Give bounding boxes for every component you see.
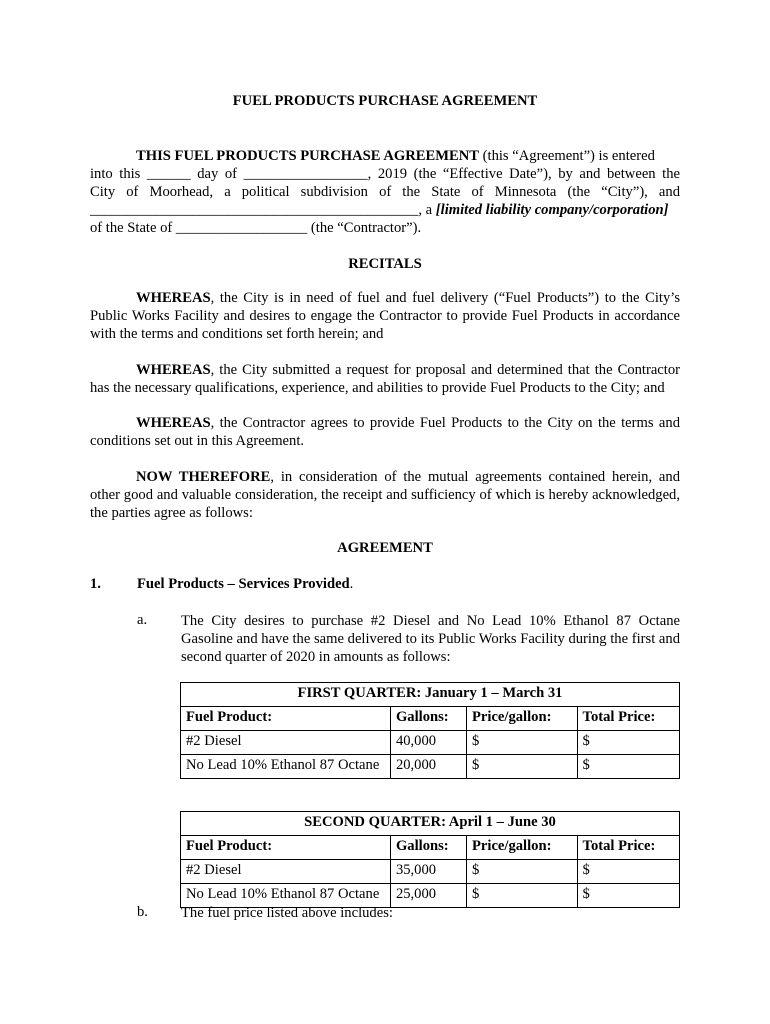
recital-1 xyxy=(90,289,680,343)
cell-product: #2 Diesel xyxy=(181,860,391,884)
cell-price: $ xyxy=(467,755,578,779)
whereas-label: WHEREAS xyxy=(136,415,211,431)
table-row xyxy=(181,755,680,779)
agreement-heading: AGREEMENT xyxy=(337,540,433,556)
header-gallons: Gallons: xyxy=(390,707,466,731)
cell-gallons: 20,000 xyxy=(390,755,466,779)
header-fuel-product: Fuel Product: xyxy=(181,707,391,731)
table-row xyxy=(181,731,680,755)
header-gallons: Gallons: xyxy=(390,836,466,860)
intro-line-4 xyxy=(90,201,680,219)
cell-price: $ xyxy=(467,860,578,884)
whereas-label: WHEREAS xyxy=(136,290,211,306)
now-therefore-text: , in consideration of the mutual agreements contained herein, and other good and valuable consideration, the receipt and sufficiency of which is hereby acknowledged, the parties agree as follows: xyxy=(90,469,680,521)
item-a-text: The City desires to purchase #2 Diesel and No Lead 10% Ethanol 87 Octane Gasoline and have the same delivered to its Public Works Facility during the first and second quarter of 2020 in amounts as follows: xyxy=(181,613,680,665)
cell-gallons: 35,000 xyxy=(390,860,466,884)
intro-paragraph xyxy=(90,147,680,237)
intro-lead: THIS FUEL PRODUCTS PURCHASE AGREEMENT xyxy=(136,148,480,164)
cell-product: No Lead 10% Ethanol 87 Octane xyxy=(181,755,391,779)
second-quarter-caption: SECOND QUARTER: April 1 – June 30 xyxy=(181,812,680,836)
item-a-letter: a. xyxy=(137,612,148,628)
cell-total: $ xyxy=(577,860,679,884)
intro-line-1 xyxy=(90,147,680,165)
section-1-number: 1. xyxy=(90,576,101,592)
header-total: Total Price: xyxy=(577,836,679,860)
header-fuel-product: Fuel Product: xyxy=(181,836,391,860)
first-quarter-caption: FIRST QUARTER: January 1 – March 31 xyxy=(181,683,680,707)
header-price: Price/gallon: xyxy=(467,707,578,731)
intro-line-3: City of Moorhead, a political subdivision of the State of Minnesota (the “City”), and xyxy=(90,184,680,200)
cell-total: $ xyxy=(577,731,679,755)
table-row xyxy=(181,860,680,884)
item-b-letter: b. xyxy=(137,904,148,920)
cell-gallons: 40,000 xyxy=(390,731,466,755)
table-header-row xyxy=(181,836,680,860)
header-total: Total Price: xyxy=(577,707,679,731)
intro-line-1-rest: (this “Agreement”) is entered xyxy=(479,148,655,164)
section-1-title-text: Fuel Products – Services Provided xyxy=(137,576,350,592)
header-price: Price/gallon: xyxy=(467,836,578,860)
recitals-heading: RECITALS xyxy=(348,256,422,272)
cell-gallons: 25,000 xyxy=(390,884,466,908)
cell-total: $ xyxy=(577,755,679,779)
recital-3 xyxy=(90,414,680,450)
entity-type: [limited liability company/corporation] xyxy=(435,202,669,218)
contractor-name-blank: _____________________________________________, a xyxy=(90,202,436,218)
recital-2 xyxy=(90,361,680,397)
cell-product: No Lead 10% Ethanol 87 Octane xyxy=(181,884,391,908)
recital-1-text: , the City is in need of fuel and fuel delivery (“Fuel Products”) to the City’s Public Works Facility and desires to engage the Contractor to provide Fuel Products in accordance with the terms and conditions set forth herein; and xyxy=(90,290,680,342)
cell-total: $ xyxy=(577,884,679,908)
item-b-text: The fuel price listed above includes: xyxy=(181,905,393,921)
intro-line-2: into this ______ day of _________________, 2019 (the “Effective Date”), by and between the xyxy=(90,166,680,182)
section-1-title xyxy=(137,576,353,593)
now-therefore-paragraph xyxy=(90,468,680,522)
section-1-title-period: . xyxy=(349,576,354,592)
now-therefore-label: NOW THEREFORE xyxy=(136,469,271,485)
second-quarter-table xyxy=(180,811,680,908)
cell-product: #2 Diesel xyxy=(181,731,391,755)
intro-line-5: of the State of __________________ (the “Contractor”). xyxy=(90,220,422,236)
first-quarter-table xyxy=(180,682,680,779)
table-caption-row xyxy=(181,683,680,707)
whereas-label: WHEREAS xyxy=(136,362,211,378)
recital-3-text: , the Contractor agrees to provide Fuel Products to the City on the terms and conditions set out in this Agreement. xyxy=(90,415,680,449)
table-header-row xyxy=(181,707,680,731)
cell-price: $ xyxy=(467,731,578,755)
table-caption-row xyxy=(181,812,680,836)
recital-2-text: , the City submitted a request for proposal and determined that the Contractor has the necessary qualifications, experience, and abilities to provide Fuel Products to the City; and xyxy=(90,362,680,396)
document-title: FUEL PRODUCTS PURCHASE AGREEMENT xyxy=(232,93,538,109)
cell-price: $ xyxy=(467,884,578,908)
